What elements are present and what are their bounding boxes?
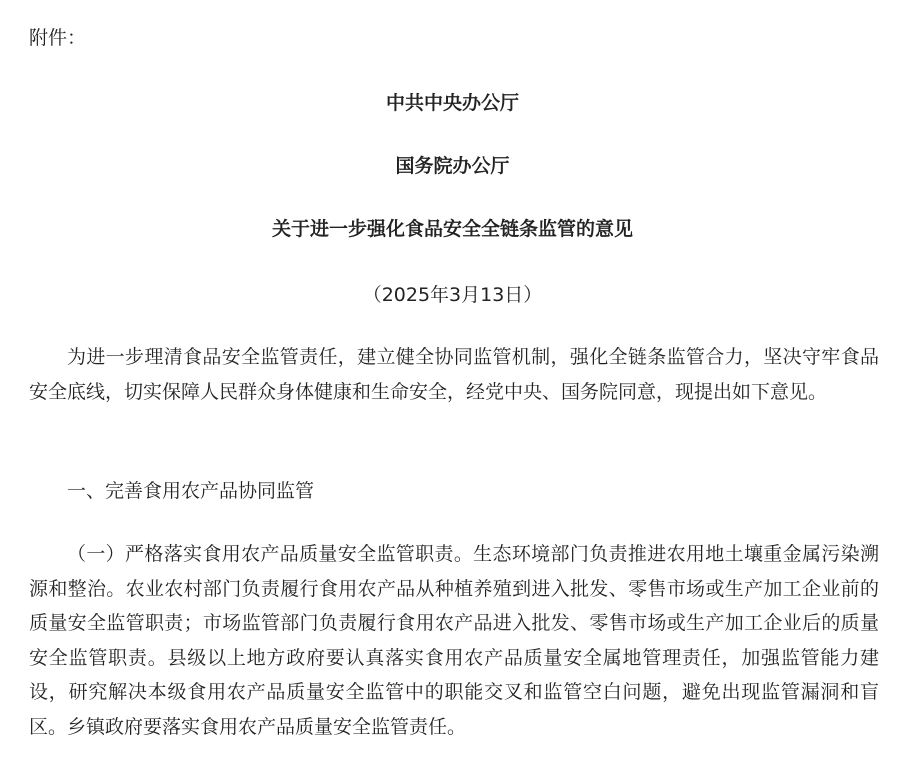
issuer-office-1: 中共中央办公厅 xyxy=(385,92,519,114)
intro-paragraph: 为进一步理清食品安全监管责任，建立健全协同监管机制，强化全链条监管合力，坚决守牢食品安全底线，切实保障人民群众身体健康和生命安全，经党中央、国务院同意，现提出如下意见。 xyxy=(29,346,879,403)
issuer-office-2: 国务院办公厅 xyxy=(395,155,510,177)
section-1-item-1-paragraph: （一）严格落实食用农产品质量安全监管职责。生态环境部门负责推进农用地土壤重金属污染溯源和整治。农业农村部门负责履行食用农产品从种植养殖到进入批发、零售市场或生产加工企业前的质量安全监管职责；市场监管部门负责履行食用农产品进入批发、零售市场或生产加工企业后的质量安全监管职责。县级以上地方政府要认真落实食用农产品质量安全属地管理责任，加强监管能力建设，研究解决本级食用农产品质量安全监管中的职能交叉和监管空白问题，避免出现监管漏洞和盲区。乡镇政府要落实食用农产品质量安全监管责任。 xyxy=(29,543,879,738)
document-date: （2025年3月13日） xyxy=(362,284,543,306)
document-title: 关于进一步强化食品安全全链条监管的意见 xyxy=(271,218,633,240)
attachment-label: 附件： xyxy=(29,27,87,49)
section-1-heading: 一、完善食用农产品协同监管 xyxy=(67,480,315,502)
